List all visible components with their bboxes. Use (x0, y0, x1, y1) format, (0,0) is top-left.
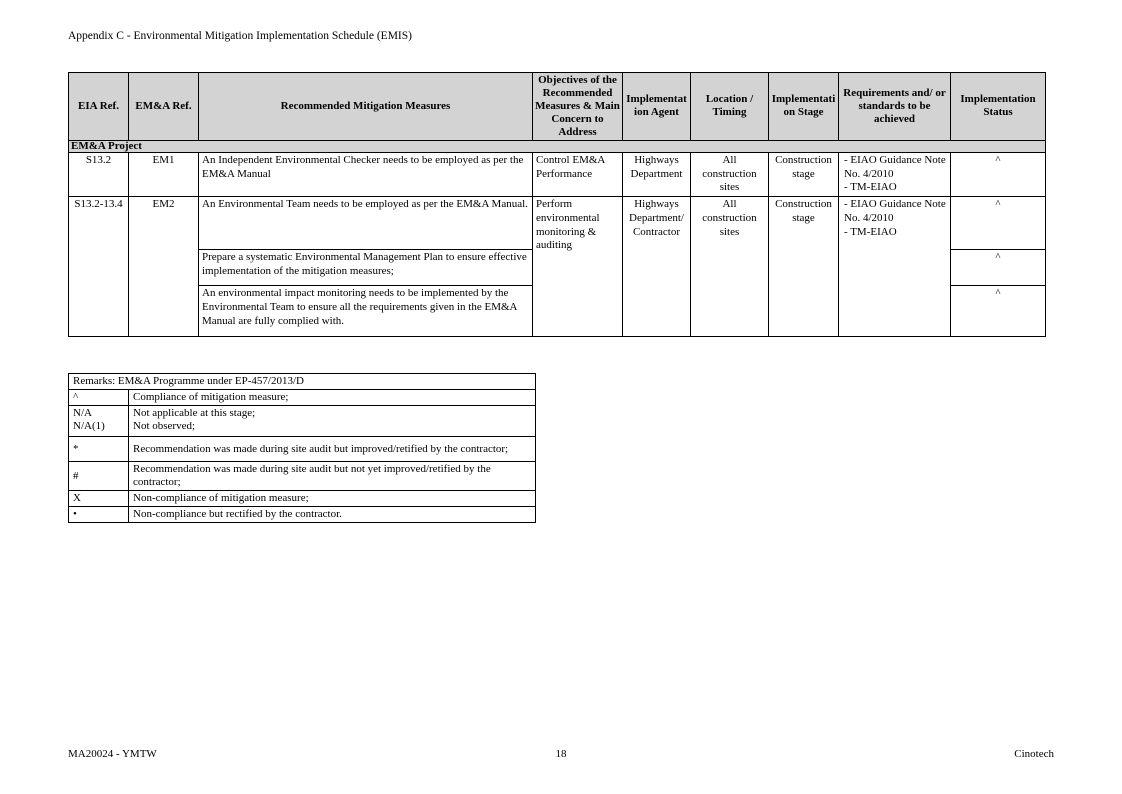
column-header-ema-ref: EM&A Ref. (129, 73, 199, 141)
requirement-item: - TM-EIAO (844, 225, 897, 238)
column-header-stage: Implementation Stage (769, 73, 839, 141)
remark-description-cell (129, 406, 536, 437)
status-cell: ^ (951, 152, 1046, 196)
remark-row (69, 507, 536, 523)
remark-symbol-line: N/A (73, 407, 92, 419)
doc-title: Appendix C - Environmental Mitigation Implementation Schedule (EMIS) (68, 30, 412, 42)
remark-row (69, 390, 536, 406)
remark-row (69, 462, 536, 491)
remark-symbol-cell (69, 406, 129, 437)
measure-cell: An environmental impact monitoring needs to be implemented by the Environmental Team to ensure all the requirements given in the EM&A Manual are fully complied with. (199, 286, 533, 337)
measure-cell: An Independent Environmental Checker needs to be employed as per the EM&A Manual (199, 152, 533, 196)
remark-description-line: Not observed; (133, 420, 196, 432)
ema-ref-cell: EM2 (129, 197, 199, 337)
remarks-table (68, 373, 536, 523)
remarks-title-row (69, 374, 536, 390)
table-row (69, 197, 1046, 250)
table-header-row (69, 73, 1046, 141)
objectives-cell: Perform environmental monitoring & auditing (533, 197, 623, 337)
section-label: EM&A Project (69, 140, 1046, 152)
status-cell: ^ (951, 250, 1046, 286)
agent-cell: Highways Department/ Contractor (623, 197, 691, 337)
requirements-cell (839, 152, 951, 196)
eia-ref-cell: S13.2 (69, 152, 129, 196)
requirement-item: - EIAO Guidance Note No. 4/2010 (844, 198, 946, 224)
remark-description-cell: Recommendation was made during site audit but improved/retified by the contractor; (129, 437, 536, 462)
status-cell: ^ (951, 286, 1046, 337)
measure-cell: Prepare a systematic Environmental Management Plan to ensure effective implementation of the mitigation measures; (199, 250, 533, 286)
remark-symbol-cell: ^ (69, 390, 129, 406)
column-header-requirements: Requirements and/ or standards to be achieved (839, 73, 951, 141)
location-cell: All construction sites (691, 152, 769, 196)
column-header-eia-ref: EIA Ref. (69, 73, 129, 141)
status-cell: ^ (951, 197, 1046, 250)
stage-cell: Construction stage (769, 197, 839, 337)
column-header-objectives: Objectives of the Recommended Measures & Main Concern to Address (533, 73, 623, 141)
remarks-title: Remarks: EM&A Programme under EP-457/2013/D (69, 374, 536, 390)
requirement-item: - EIAO Guidance Note No. 4/2010 (844, 153, 946, 180)
remark-row (69, 437, 536, 462)
remark-row (69, 406, 536, 437)
column-header-status: Implementation Status (951, 73, 1046, 141)
column-header-measures: Recommended Mitigation Measures (199, 73, 533, 141)
requirements-cell (839, 197, 951, 337)
column-header-agent: Implementation Agent (623, 73, 691, 141)
emis-table (68, 72, 1046, 337)
ema-ref-cell: EM1 (129, 152, 199, 196)
column-header-location: Location / Timing (691, 73, 769, 141)
remark-symbol-cell: • (69, 507, 129, 523)
agent-cell: Highways Department (623, 152, 691, 196)
remark-description-cell: Non-compliance but rectified by the contractor. (129, 507, 536, 523)
location-cell: All construction sites (691, 197, 769, 337)
remark-row (69, 491, 536, 507)
remark-description-line: Not applicable at this stage; (133, 407, 256, 419)
table-row (69, 152, 1046, 196)
eia-ref-cell: S13.2-13.4 (69, 197, 129, 337)
objectives-cell: Control EM&A Performance (533, 152, 623, 196)
remark-symbol-cell: * (69, 437, 129, 462)
requirement-item: - TM-EIAO (844, 181, 897, 194)
remark-symbol-line: N/A(1) (73, 420, 105, 432)
stage-cell: Construction stage (769, 152, 839, 196)
page-footer (68, 748, 1054, 764)
footer-project-code: MA20024 - YMTW (68, 748, 157, 760)
measure-cell: An Environmental Team needs to be employed as per the EM&A Manual. (199, 197, 533, 250)
remark-symbol-cell: X (69, 491, 129, 507)
footer-company: Cinotech (1014, 748, 1054, 760)
page-number: 18 (555, 748, 567, 760)
remark-description-cell: Recommendation was made during site audit but not yet improved/retified by the contractor; (129, 462, 536, 491)
section-row (69, 140, 1046, 152)
remark-description-cell: Non-compliance of mitigation measure; (129, 491, 536, 507)
remark-description-cell: Compliance of mitigation measure; (129, 390, 536, 406)
remark-symbol-cell: # (69, 462, 129, 491)
